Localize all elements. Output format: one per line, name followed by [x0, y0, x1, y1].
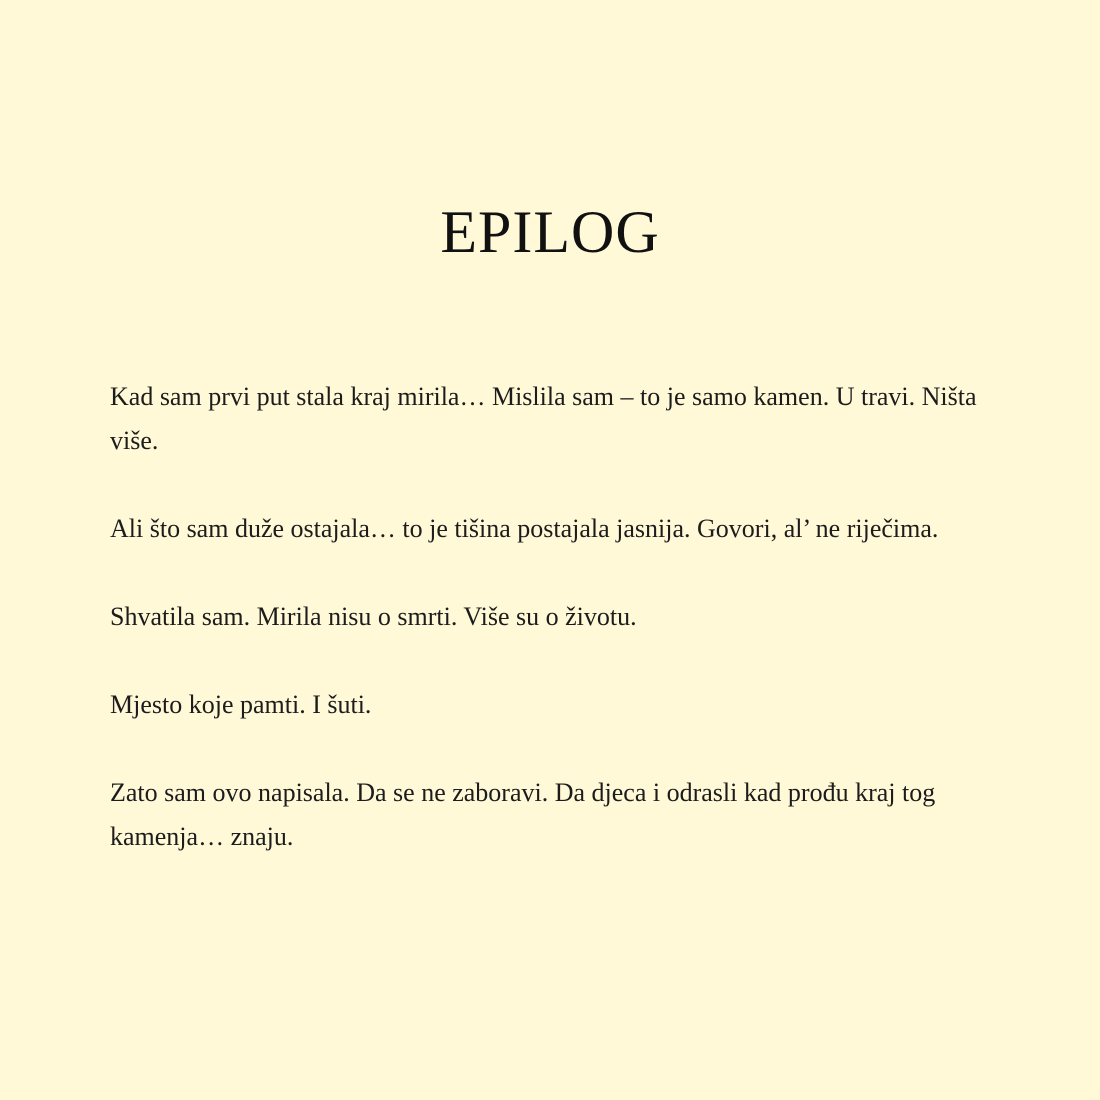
- paragraph: Mjesto koje pamti. I šuti.: [110, 690, 372, 719]
- chapter-title: EPILOG: [440, 199, 660, 265]
- paragraph: Zato sam ovo napisala. Da se ne zaboravi. Da djeca i odrasli kad prođu kraj tog kamenja… znaju.: [110, 778, 936, 851]
- paragraph: Kad sam prvi put stala kraj mirila… Mislila sam – to je samo kamen. U travi. Ništa više.: [110, 382, 977, 455]
- chapter-body: [110, 375, 990, 903]
- paragraph: Shvatila sam. Mirila nisu o smrti. Više su o životu.: [110, 602, 637, 631]
- paragraph: Ali što sam duže ostajala… to je tišina postajala jasnija. Govori, al’ ne riječima.: [110, 514, 939, 543]
